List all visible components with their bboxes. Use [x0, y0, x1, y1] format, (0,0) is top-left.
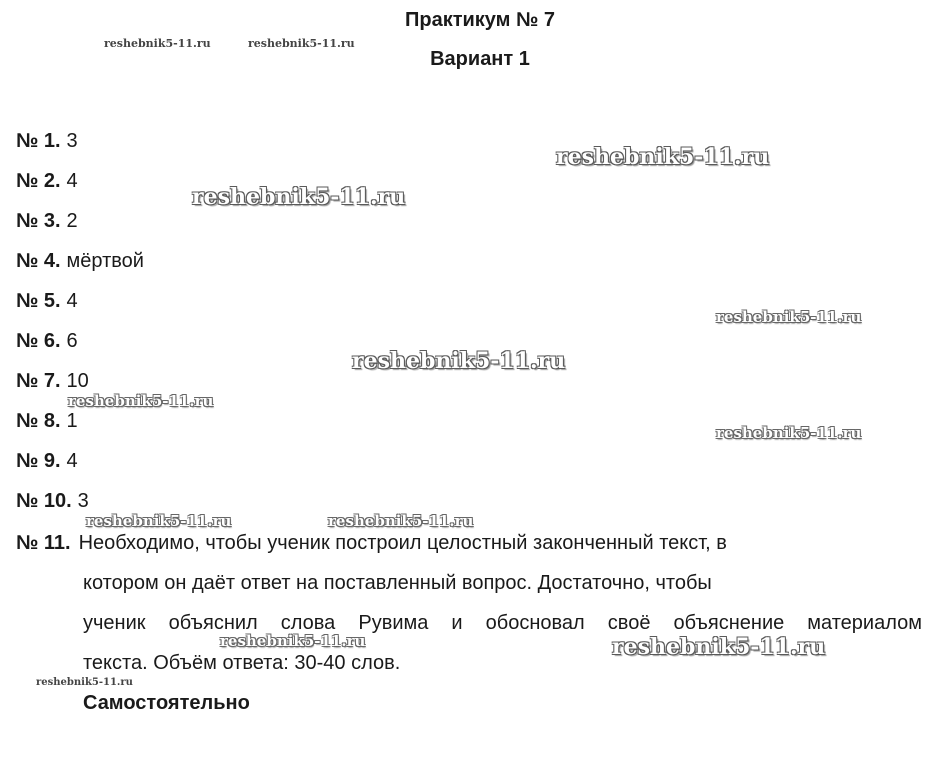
answer-item	[16, 126, 144, 166]
answer-value: мёртвой	[66, 250, 144, 272]
answer-value: 4	[66, 170, 78, 192]
answer-item	[16, 406, 144, 446]
essay-text-line: Необходимо, чтобы ученик построил целостный законченный текст, в	[78, 532, 727, 554]
answer-item	[16, 166, 144, 206]
watermark: reshebnik5-11.ru	[716, 308, 862, 326]
watermark: reshebnik5-11.ru	[68, 392, 214, 410]
essay-text-line: котором он даёт ответ на поставленный вопрос. Достаточно, чтобы	[83, 572, 712, 594]
answer-value: 3	[66, 130, 78, 152]
answer-item	[16, 286, 144, 326]
answer-number: № 7.	[16, 370, 61, 392]
watermark: reshebnik5-11.ru	[104, 37, 211, 50]
watermark: reshebnik5-11.ru	[328, 512, 474, 530]
answer-number: № 9.	[16, 450, 61, 472]
answer-number: № 1.	[16, 130, 61, 152]
essay-first-line	[16, 528, 922, 568]
essay-answer	[16, 528, 922, 688]
answer-number: № 10.	[16, 490, 72, 512]
answer-item	[16, 206, 144, 246]
variant-subtitle: Вариант 1	[430, 48, 530, 70]
answer-item	[16, 246, 144, 286]
watermark: reshebnik5-11.ru	[716, 424, 862, 442]
watermark: reshebnik5-11.ru	[612, 634, 826, 660]
answer-value: 3	[77, 490, 89, 512]
answer-value: 4	[66, 450, 78, 472]
answer-item	[16, 446, 144, 486]
answer-item	[16, 326, 144, 366]
page-title: Практикум № 7	[404, 9, 555, 31]
watermark: reshebnik5-11.ru	[86, 512, 232, 530]
answer-value: 10	[66, 370, 89, 392]
watermark: reshebnik5-11.ru	[556, 144, 770, 170]
watermark: reshebnik5-11.ru	[248, 37, 355, 50]
answer-value: 1	[66, 410, 78, 432]
answer-number: № 8.	[16, 410, 61, 432]
answer-number: № 3.	[16, 210, 61, 232]
answer-number: № 11.	[16, 532, 71, 554]
answers-list	[16, 126, 144, 526]
answer-number: № 5.	[16, 290, 61, 312]
answer-value: 2	[66, 210, 78, 232]
answer-number: № 4.	[16, 250, 61, 272]
watermark: reshebnik5-11.ru	[36, 677, 133, 688]
watermark: reshebnik5-11.ru	[192, 184, 406, 210]
answer-value: 6	[66, 330, 78, 352]
answer-number: № 6.	[16, 330, 61, 352]
self-study-label: Самостоятельно	[83, 692, 250, 714]
answer-number: № 2.	[16, 170, 61, 192]
essay-text-line: ученик объяснил слова Рувима и обосновал своё объяснение материалом	[83, 612, 922, 634]
watermark: reshebnik5-11.ru	[352, 348, 566, 374]
answer-value: 4	[66, 290, 78, 312]
essay-text-line: текста. Объём ответа: 30-40 слов.	[83, 652, 401, 674]
watermark: reshebnik5-11.ru	[220, 632, 366, 650]
